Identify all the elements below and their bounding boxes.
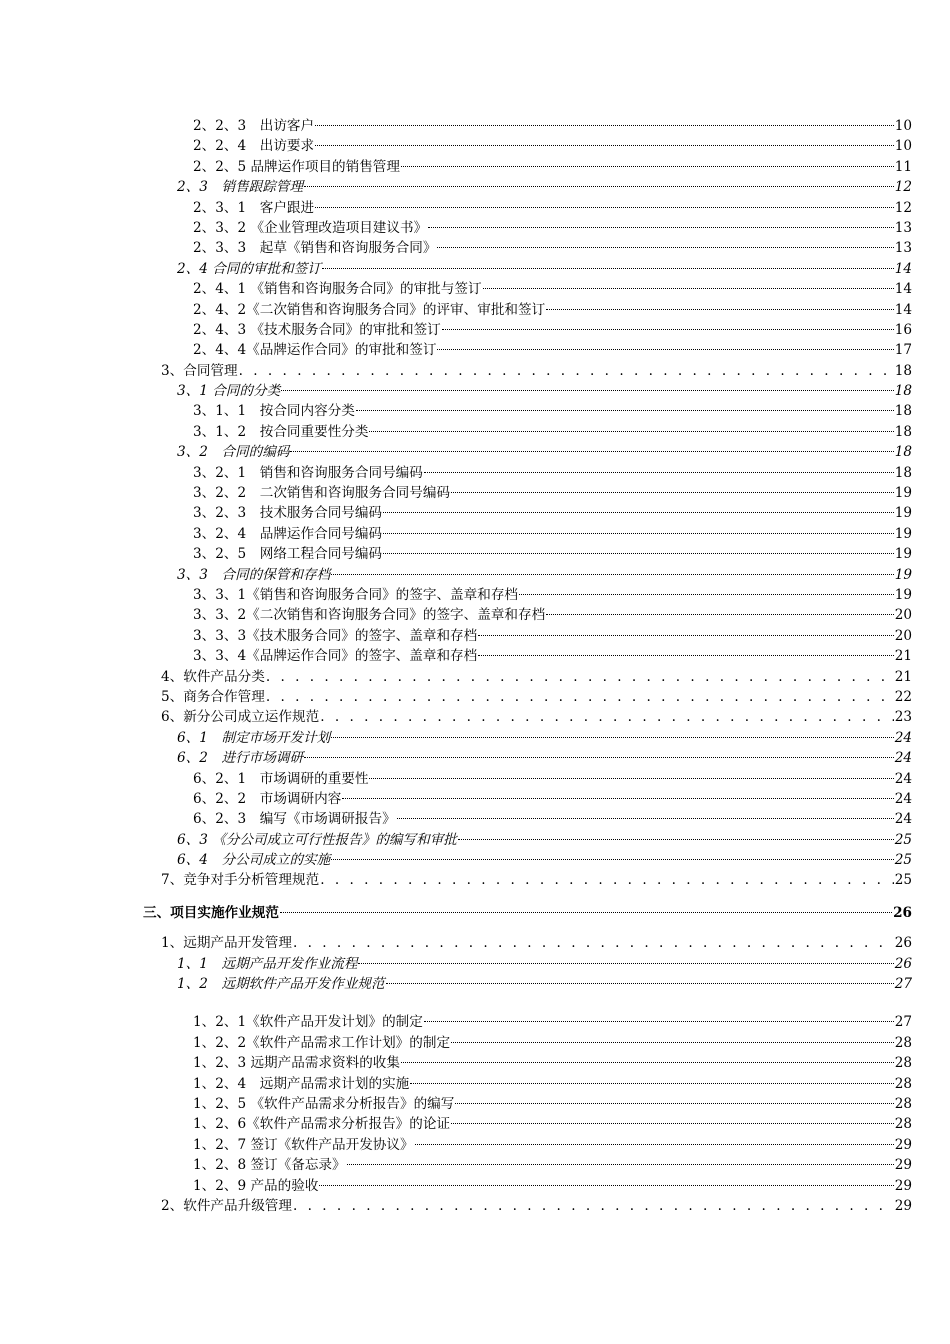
toc-page-number: 22: [894, 688, 912, 705]
toc-entry-label: 1、2、9 产品的验收: [193, 1176, 318, 1196]
toc-entry[interactable]: [193, 626, 912, 646]
toc-entry[interactable]: [193, 198, 912, 218]
toc-dot-leader: [331, 859, 893, 860]
toc-dot-leader: [315, 145, 894, 146]
toc-dot-leader: [356, 410, 894, 411]
toc-entry[interactable]: [193, 1135, 912, 1155]
toc-page-number: 24: [894, 811, 912, 828]
toc-entry-label: 1、2、2《软件产品需求工作计划》的制定: [193, 1033, 450, 1053]
toc-page-number: 19: [894, 586, 912, 603]
toc-dot-leader: [304, 757, 894, 758]
toc-entry-label: 5、商务合作管理: [161, 687, 265, 707]
toc-row: [0, 157, 950, 177]
toc-dot-leader: [483, 288, 894, 289]
toc-page-number: 20: [894, 627, 912, 644]
toc-entry[interactable]: [177, 565, 912, 585]
toc-row: [0, 646, 950, 666]
toc-dot-leader: [546, 614, 893, 615]
toc-dot-leader: [519, 594, 894, 595]
toc-entry-label: 1、2、8 签订《备忘录》: [193, 1155, 346, 1175]
toc-row: [0, 218, 950, 238]
toc-row: [0, 381, 950, 401]
toc-entry-label: 6、新分公司成立运作规范: [161, 707, 319, 727]
toc-entry[interactable]: [161, 933, 912, 953]
toc-dot-leader: [320, 707, 894, 727]
toc-dot-leader: [331, 574, 893, 575]
toc-row: [0, 728, 950, 748]
toc-entry[interactable]: [193, 1053, 912, 1073]
toc-entry-label: 3、3 合同的保管和存档: [177, 565, 330, 585]
toc-entry-label: 6、2、1 市场调研的重要性: [193, 769, 368, 789]
toc-entry[interactable]: [193, 238, 912, 258]
toc-page-number: 14: [894, 281, 912, 298]
toc-entry[interactable]: [193, 524, 912, 544]
toc-entry-label: 2、2、4 出访要求: [193, 136, 314, 156]
toc-dot-leader: [458, 839, 894, 840]
toc-entry-label: 6、3 《分公司成立可行性报告》的编写和审批: [177, 830, 457, 850]
toc-entry[interactable]: [193, 401, 912, 421]
toc-page-number: 25: [894, 852, 912, 869]
toc-entry-label: 2、3、1 客户跟进: [193, 198, 314, 218]
toc-row: [0, 707, 950, 727]
toc-row: [0, 401, 950, 421]
toc-row: [0, 1094, 950, 1114]
toc-entry[interactable]: [193, 789, 912, 809]
toc-row: [0, 300, 950, 320]
toc-entry[interactable]: [193, 605, 912, 625]
toc-entry-label: 三、项目实施作业规范: [143, 903, 279, 923]
toc-row: [0, 974, 950, 994]
toc-dot-leader: [347, 1164, 894, 1165]
toc-page-number: 25: [894, 831, 912, 848]
toc-row: [0, 177, 950, 197]
toc-page-number: 28: [894, 1075, 912, 1092]
toc-entry-label: 3、2、3 技术服务合同号编码: [193, 503, 382, 523]
toc-entry-label: 2、4、2《二次销售和咨询服务合同》的评审、审批和签订: [193, 300, 545, 320]
toc-entry-label: 3、2、4 品牌运作合同号编码: [193, 524, 382, 544]
toc-dot-leader: [455, 1103, 893, 1104]
toc-page-number: 18: [894, 383, 912, 400]
toc-row: [0, 769, 950, 789]
toc-row: [0, 565, 950, 585]
toc-entry-label: 6、2、2 市场调研内容: [193, 789, 341, 809]
toc-page-number: 29: [894, 1177, 912, 1194]
toc-page-number: 18: [894, 423, 912, 440]
toc-page-number: 28: [894, 1095, 912, 1112]
toc-entry[interactable]: [193, 483, 912, 503]
toc-dot-leader: [478, 635, 893, 636]
toc-row: [0, 870, 950, 890]
toc-row: [0, 626, 950, 646]
toc-entry-label: 3、2 合同的编码: [177, 442, 289, 462]
toc-dot-leader: [451, 1123, 894, 1124]
toc-page-number: 19: [894, 566, 912, 583]
toc-page-number: 21: [894, 648, 912, 665]
toc-entry[interactable]: [177, 974, 912, 994]
toc-entry[interactable]: [193, 218, 912, 238]
toc-page-number: 12: [894, 199, 912, 216]
toc-row: [0, 361, 950, 381]
toc-dot-leader: [293, 1196, 894, 1216]
toc-entry-label: 3、2、5 网络工程合同号编码: [193, 544, 382, 564]
toc-entry[interactable]: [177, 728, 912, 748]
toc-page-number: 24: [894, 750, 912, 767]
toc-entry[interactable]: [193, 1033, 912, 1053]
toc-entry[interactable]: [193, 279, 912, 299]
toc-entry-label: 3、合同管理: [161, 361, 238, 381]
toc-entry-label: 1、1 远期产品开发作业流程: [177, 954, 357, 974]
toc-entry[interactable]: [161, 1196, 912, 1216]
toc-page-number: 26: [893, 904, 912, 921]
toc-page-number: 25: [894, 872, 912, 889]
toc-page-number: 28: [894, 1116, 912, 1133]
toc-dot-leader: [546, 309, 893, 310]
toc-row: [0, 524, 950, 544]
toc-entry-label: 6、2 进行市场调研: [177, 748, 303, 768]
toc-entry-label: 3、3、4《品牌运作合同》的签字、盖章和存档: [193, 646, 477, 666]
toc-spacer: [0, 994, 950, 1012]
toc-dot-leader: [315, 207, 894, 208]
toc-dot-leader: [451, 492, 894, 493]
toc-entry-label: 1、2、6《软件产品需求分析报告》的论证: [193, 1114, 450, 1134]
toc-row: [0, 933, 950, 953]
toc-page-number: 13: [894, 219, 912, 236]
toc-row: [0, 585, 950, 605]
toc-dot-leader: [410, 1083, 893, 1084]
toc-entry[interactable]: [161, 361, 912, 381]
toc-dot-leader: [290, 451, 893, 452]
toc-entry-label: 1、2、1《软件产品开发计划》的制定: [193, 1012, 423, 1032]
toc-page-number: 18: [894, 464, 912, 481]
toc-dot-leader: [266, 687, 894, 707]
toc-entry-label: 7、竞争对手分析管理规范: [161, 870, 319, 890]
toc-row: [0, 830, 950, 850]
toc-page-number: 10: [894, 138, 912, 155]
toc-row: [0, 748, 950, 768]
toc-page-number: 29: [894, 1197, 912, 1214]
toc-dot-leader: [331, 737, 893, 738]
toc-entry[interactable]: [161, 687, 912, 707]
toc-entry[interactable]: [193, 585, 912, 605]
toc-page-number: 18: [894, 403, 912, 420]
toc-entry[interactable]: [193, 157, 912, 177]
toc-dot-leader: [442, 329, 894, 330]
toc-dot-leader: [451, 1042, 894, 1043]
toc-dot-leader: [383, 512, 894, 513]
toc-page-number: 10: [894, 118, 912, 134]
toc-dot-leader: [369, 778, 893, 779]
toc-entry-label: 2、4 合同的审批和签订: [177, 259, 321, 279]
toc-page-number: 18: [894, 444, 912, 461]
toc-dot-leader: [281, 390, 894, 391]
toc-dot-leader: [319, 1185, 893, 1186]
toc-dot-leader: [342, 798, 893, 799]
toc-dot-leader: [424, 472, 894, 473]
toc-row: [0, 687, 950, 707]
toc-page-number: 23: [894, 709, 912, 726]
toc-entry[interactable]: [177, 442, 912, 462]
toc-row: [0, 1196, 950, 1216]
toc-entry[interactable]: [193, 1114, 912, 1134]
toc-page-number: 16: [894, 321, 912, 338]
toc-entry-label: 3、1、2 按合同重要性分类: [193, 422, 368, 442]
toc-spacer: [0, 923, 950, 933]
toc-dot-leader: [304, 186, 894, 187]
toc-page-number: 27: [894, 1014, 912, 1031]
toc-entry[interactable]: [193, 136, 912, 156]
toc-row: [0, 279, 950, 299]
toc-page-number: 12: [894, 179, 912, 196]
toc-dot-leader: [320, 870, 894, 890]
toc-row: [0, 954, 950, 974]
toc-entry-label: 6、2、3 编写《市场调研报告》: [193, 809, 396, 829]
toc-dot-leader: [293, 933, 894, 953]
toc-entry[interactable]: [193, 544, 912, 564]
toc-entry-label: 1、2、7 签订《软件产品开发协议》: [193, 1135, 414, 1155]
toc-entry-label: 1、2、4 远期产品需求计划的实施: [193, 1074, 409, 1094]
toc-entry-label: 3、2、1 销售和咨询服务合同号编码: [193, 463, 423, 483]
toc-row: [0, 1074, 950, 1094]
toc-entry-label: 4、软件产品分类: [161, 667, 265, 687]
toc-page-number: 29: [894, 1157, 912, 1174]
toc-dot-leader: [401, 1062, 894, 1063]
toc-row: [0, 442, 950, 462]
toc-dot-leader: [415, 1144, 894, 1145]
toc-page-number: 17: [894, 342, 912, 359]
toc-row: [0, 1135, 950, 1155]
toc-dot-leader: [266, 667, 894, 687]
toc-dot-leader: [358, 963, 893, 964]
toc-entry[interactable]: [193, 463, 912, 483]
toc-page-number: 19: [894, 485, 912, 502]
toc-entry-label: 1、2、5 《软件产品需求分析报告》的编写: [193, 1094, 454, 1114]
toc-page-number: 13: [894, 240, 912, 257]
toc-entry[interactable]: [193, 1176, 912, 1196]
toc-dot-leader: [437, 349, 893, 350]
toc-spacer: [0, 891, 950, 903]
toc-entry-label: 1、2 远期软件产品开发作业规范: [177, 974, 385, 994]
toc-row: [0, 116, 950, 136]
toc-page-number: 11: [894, 158, 912, 175]
toc-entry[interactable]: [177, 748, 912, 768]
toc-dot-leader: [478, 655, 893, 656]
toc-page-number: 29: [894, 1136, 912, 1153]
toc-row: [0, 1176, 950, 1196]
toc-page-number: 26: [894, 935, 912, 952]
toc-entry[interactable]: [177, 954, 912, 974]
toc-entry-label: 2、3、2 《企业管理改造项目建议书》: [193, 218, 427, 238]
toc-page-number: 19: [894, 525, 912, 542]
toc-row: [0, 320, 950, 340]
toc-row: [0, 463, 950, 483]
toc-entry[interactable]: [193, 1094, 912, 1114]
toc-row: [0, 1033, 950, 1053]
table-of-contents: [0, 116, 950, 1216]
toc-entry[interactable]: [193, 422, 912, 442]
toc-entry[interactable]: [143, 903, 912, 923]
toc-dot-leader: [280, 912, 892, 913]
toc-dot-leader: [383, 533, 894, 534]
toc-dot-leader: [315, 125, 894, 126]
toc-row: [0, 1012, 950, 1032]
toc-entry[interactable]: [193, 1074, 912, 1094]
toc-row: [0, 422, 950, 442]
toc-entry[interactable]: [193, 769, 912, 789]
toc-entry[interactable]: [193, 503, 912, 523]
toc-entry[interactable]: [161, 870, 912, 890]
toc-entry[interactable]: [177, 381, 912, 401]
toc-entry[interactable]: [193, 300, 912, 320]
toc-row: [0, 544, 950, 564]
toc-entry[interactable]: [177, 830, 912, 850]
toc-entry-label: 6、1 制定市场开发计划: [177, 728, 330, 748]
toc-row: [0, 1114, 950, 1134]
toc-entry-label: 2、4、4《品牌运作合同》的审批和签订: [193, 340, 436, 360]
toc-row: [0, 340, 950, 360]
toc-dot-leader: [322, 268, 894, 269]
toc-entry-label: 2、3 销售跟踪管理: [177, 177, 303, 197]
toc-page-number: 20: [894, 607, 912, 624]
toc-entry[interactable]: [161, 707, 912, 727]
toc-entry-label: 2、3、3 起草《销售和咨询服务合同》: [193, 238, 436, 258]
toc-page-number: 18: [894, 362, 912, 379]
toc-entry[interactable]: [193, 1155, 912, 1175]
toc-row: [0, 809, 950, 829]
toc-row: [0, 1053, 950, 1073]
toc-dot-leader: [239, 361, 894, 381]
toc-entry-label: 3、2、2 二次销售和咨询服务合同号编码: [193, 483, 450, 503]
toc-entry-label: 3、3、3《技术服务合同》的签字、盖章和存档: [193, 626, 477, 646]
toc-row: [0, 903, 950, 923]
toc-entry-label: 2、4、1 《销售和咨询服务合同》的审批与签订: [193, 279, 482, 299]
toc-entry[interactable]: [193, 809, 912, 829]
toc-entry-label: 3、1、1 按合同内容分类: [193, 401, 355, 421]
toc-entry-label: 3、1 合同的分类: [177, 381, 280, 401]
toc-entry[interactable]: [161, 667, 912, 687]
toc-page-number: 27: [894, 976, 912, 993]
toc-dot-leader: [386, 983, 894, 984]
toc-row: [0, 605, 950, 625]
toc-page-number: 28: [894, 1034, 912, 1051]
toc-page-number: 26: [894, 955, 912, 972]
toc-dot-leader: [401, 166, 894, 167]
toc-entry[interactable]: [177, 177, 912, 197]
toc-entry-label: 2、4、3 《技术服务合同》的审批和签订: [193, 320, 441, 340]
toc-page-number: 24: [894, 770, 912, 787]
toc-entry[interactable]: [193, 646, 912, 666]
toc-page-number: 19: [894, 546, 912, 563]
toc-entry-label: 2、2、5 品牌运作项目的销售管理: [193, 157, 400, 177]
toc-entry[interactable]: [177, 850, 912, 870]
toc-entry-label: 6、4 分公司成立的实施: [177, 850, 330, 870]
toc-row: [0, 238, 950, 258]
toc-entry[interactable]: [177, 259, 912, 279]
toc-row: [0, 136, 950, 156]
toc-entry-label: 3、3、1《销售和咨询服务合同》的签字、盖章和存档: [193, 585, 518, 605]
toc-page-number: 14: [894, 260, 912, 277]
toc-row: [0, 483, 950, 503]
toc-page-number: 14: [894, 301, 912, 318]
toc-row: [0, 667, 950, 687]
toc-page-number: 21: [894, 668, 912, 685]
toc-entry[interactable]: [193, 340, 912, 360]
toc-dot-leader: [437, 247, 893, 248]
toc-row: [0, 1155, 950, 1175]
toc-page-number: 19: [894, 505, 912, 522]
toc-entry[interactable]: [193, 1012, 912, 1032]
toc-row: [0, 789, 950, 809]
toc-page-number: 24: [894, 729, 912, 746]
toc-dot-leader: [383, 553, 894, 554]
toc-entry-label: 2、软件产品升级管理: [161, 1196, 292, 1216]
toc-dot-leader: [424, 1021, 894, 1022]
toc-entry-label: 1、远期产品开发管理: [161, 933, 292, 953]
toc-entry[interactable]: [193, 320, 912, 340]
toc-entry-label: 3、3、2《二次销售和咨询服务合同》的签字、盖章和存档: [193, 605, 545, 625]
toc-page-number: 28: [894, 1055, 912, 1072]
toc-entry[interactable]: [193, 116, 912, 136]
toc-row: [0, 850, 950, 870]
toc-entry-label: 1、2、3 远期产品需求资料的收集: [193, 1053, 400, 1073]
toc-dot-leader: [397, 818, 894, 819]
toc-page-number: 24: [894, 790, 912, 807]
toc-row: [0, 259, 950, 279]
toc-entry-label: 2、2、3 出访客户: [193, 116, 314, 136]
toc-dot-leader: [369, 431, 893, 432]
toc-dot-leader: [428, 227, 894, 228]
toc-row: [0, 198, 950, 218]
toc-row: [0, 503, 950, 523]
